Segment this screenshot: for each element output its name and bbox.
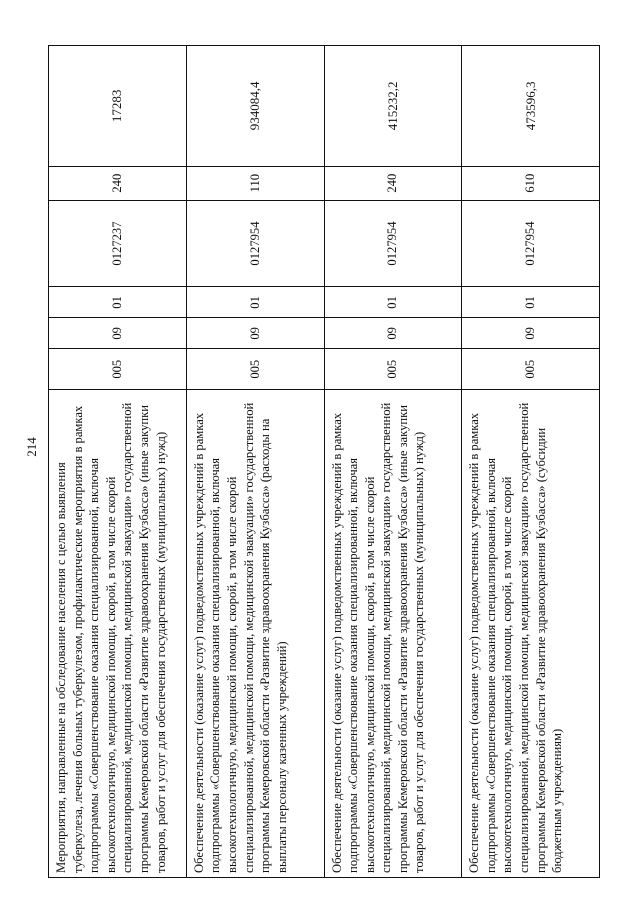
target-article-code: 0127237 (49, 201, 186, 288)
page-number: 214 (24, 437, 39, 457)
expense-description: Мероприятия, направленные на обследование населения с целью выявления туберкулеза, лечения больных туберкулезом, профилактические мероприятия в рамках подпрограммы «Совершенствование оказания специализированной, включая высокотехнологичную, медицинской помощи, скорой, в том числе скорой специализированной, медицинской помощи, медицинской эвакуации» государственной программы Кемеровской области «Развитие здравоохранения Кузбасса» (иные закупки товаров, работ и услуг для обеспечения государственных (муниципальных) нужд) (54, 402, 168, 873)
expense-type-code: 610 (462, 167, 599, 201)
target-article-code: 0127954 (462, 201, 599, 288)
target-article-code: 0127954 (187, 201, 324, 288)
table-row (461, 46, 599, 877)
subsection-code: 01 (187, 287, 324, 318)
section-code: 09 (462, 318, 599, 349)
table-row (324, 46, 462, 877)
expense-description: Обеспечение деятельности (оказание услуг) подведомственных учреждений в рамках подпрограммы «Совершенствование оказания специализированной, включая высокотехнологичную, медицинской помощи, скорой, в том числе скорой специализированной, медицинской помощи, медицинской эвакуации» государственной программы Кемеровской области «Развитие здравоохранения Кузбасса» (субсидии бюджетным учреждениям) (467, 402, 565, 873)
expense-type-code: 110 (187, 167, 324, 201)
grbs-code: 005 (325, 349, 462, 390)
target-article-code: 0127954 (325, 201, 462, 288)
section-code: 09 (325, 318, 462, 349)
amount-value: 473596,3 (462, 46, 599, 167)
section-code: 09 (187, 318, 324, 349)
amount-value: 415232,2 (325, 46, 462, 167)
grbs-code: 005 (462, 349, 599, 390)
subsection-code: 01 (49, 287, 186, 318)
amount-value: 934084,4 (187, 46, 324, 167)
section-code: 09 (49, 318, 186, 349)
expense-type-code: 240 (49, 167, 186, 201)
amount-value: 17283 (49, 46, 186, 167)
expense-description: Обеспечение деятельности (оказание услуг) подведомственных учреждений в рамках подпрограммы «Совершенствование оказания специализированной, включая высокотехнологичную, медицинской помощи, скорой, в том числе скорой специализированной, медицинской помощи, медицинской эвакуации» государственной программы Кемеровской области «Развитие здравоохранения Кузбасса» (расходы на выплаты персоналу казенных учреждений) (191, 402, 289, 873)
budget-table (48, 45, 600, 878)
grbs-code: 005 (187, 349, 324, 390)
subsection-code: 01 (462, 287, 599, 318)
subsection-code: 01 (325, 287, 462, 318)
table-row (186, 46, 324, 877)
table-row (49, 46, 186, 877)
expense-description: Обеспечение деятельности (оказание услуг) подведомственных учреждений в рамках подпрограммы «Совершенствование оказания специализированной, включая высокотехнологичную, медицинской помощи, скорой, в том числе скорой специализированной, медицинской помощи, медицинской эвакуации» государственной программы Кемеровской области «Развитие здравоохранения Кузбасса» (иные закупки товаров, работ и услуг для обеспечения государственных (муниципальных) нужд) (329, 402, 427, 873)
expense-type-code: 240 (325, 167, 462, 201)
grbs-code: 005 (49, 349, 186, 390)
